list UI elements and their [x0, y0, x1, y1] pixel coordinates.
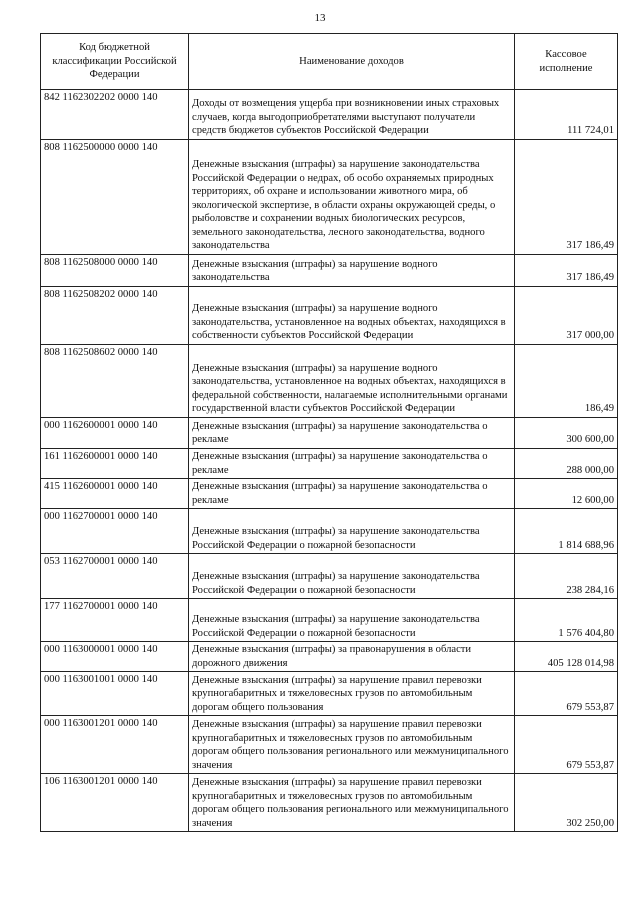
row-name: Денежные взыскания (штрафы) за нарушение законодательства о рекламе [189, 479, 515, 509]
row-name: Доходы от возмещения ущерба при возникновении иных страховых случаев, когда выгодоприобретателями выступают получатели средств бюджетов субъектов Российской Федерации [189, 90, 515, 140]
table-row [41, 774, 618, 832]
row-amount: 12 600,00 [515, 479, 618, 509]
table-row [41, 479, 618, 509]
row-name: Денежные взыскания (штрафы) за нарушение законодательства Российской Федерации о пожарной безопасности [189, 554, 515, 599]
row-amount: 300 600,00 [515, 418, 618, 449]
row-code: 053 1162700001 0000 140 [41, 554, 189, 599]
row-name: Денежные взыскания (штрафы) за нарушение водного законодательства [189, 255, 515, 287]
row-code: 000 1162700001 0000 140 [41, 509, 189, 554]
row-code: 808 1162508602 0000 140 [41, 345, 189, 418]
table-row [41, 255, 618, 287]
row-name: Денежные взыскания (штрафы) за нарушение законодательства о рекламе [189, 418, 515, 449]
table-row [41, 642, 618, 672]
row-name: Денежные взыскания (штрафы) за нарушение законодательства Российской Федерации о пожарной безопасности [189, 509, 515, 554]
table-row [41, 599, 618, 642]
table-row [41, 509, 618, 554]
row-amount: 238 284,16 [515, 554, 618, 599]
row-name: Денежные взыскания (штрафы) за нарушение законодательства Российской Федерации о пожарной безопасности [189, 599, 515, 642]
row-code: 842 1162302202 0000 140 [41, 90, 189, 140]
row-amount: 186,49 [515, 345, 618, 418]
row-amount: 1 576 404,80 [515, 599, 618, 642]
row-code: 000 1163000001 0000 140 [41, 642, 189, 672]
row-name: Денежные взыскания (штрафы) за нарушение правил перевозки крупногабаритных и тяжеловесных грузов по автомобильным дорогам общего пользования регионального или межмуниципального значения [189, 716, 515, 774]
table-row [41, 716, 618, 774]
row-code: 808 1162500000 0000 140 [41, 140, 189, 255]
header-name: Наименование доходов [189, 34, 515, 90]
table-row [41, 554, 618, 599]
row-amount: 405 128 014,98 [515, 642, 618, 672]
row-amount: 1 814 688,96 [515, 509, 618, 554]
row-name: Денежные взыскания (штрафы) за нарушение законодательства о рекламе [189, 449, 515, 479]
row-code: 161 1162600001 0000 140 [41, 449, 189, 479]
row-amount: 288 000,00 [515, 449, 618, 479]
row-code: 000 1163001001 0000 140 [41, 672, 189, 716]
row-name: Денежные взыскания (штрафы) за нарушение законодательства Российской Федерации о недрах, об особо охраняемых природных территориях, об охране и использовании животного мира, об экологической экспертизе, в области охраны окружающей среды, о рыболовстве и сохранении водных биологических ресурсов, земельного законодательства, лесного законодательства, водного законодательства [189, 140, 515, 255]
row-name: Денежные взыскания (штрафы) за нарушение правил перевозки крупногабаритных и тяжеловесных грузов по автомобильным дорогам общего пользования [189, 672, 515, 716]
table-body [41, 90, 618, 832]
row-code: 000 1162600001 0000 140 [41, 418, 189, 449]
row-amount: 317 000,00 [515, 287, 618, 345]
row-code: 808 1162508202 0000 140 [41, 287, 189, 345]
row-code: 808 1162508000 0000 140 [41, 255, 189, 287]
table-row [41, 672, 618, 716]
table-row [41, 345, 618, 418]
table-header [41, 34, 618, 90]
row-name: Денежные взыскания (штрафы) за правонарушения в области дорожного движения [189, 642, 515, 672]
row-amount: 317 186,49 [515, 140, 618, 255]
row-amount: 111 724,01 [515, 90, 618, 140]
revenue-table [40, 33, 618, 832]
table-row [41, 90, 618, 140]
table-row [41, 140, 618, 255]
row-name: Денежные взыскания (штрафы) за нарушение водного законодательства, установленное на водных объектах, находящихся в федеральной собственности, налагаемые исполнительными органами государственной власти субъектов Российской Федерации [189, 345, 515, 418]
row-amount: 317 186,49 [515, 255, 618, 287]
row-name: Денежные взыскания (штрафы) за нарушение водного законодательства, установленное на водных объектах, находящихся в собственности субъектов Российской Федерации [189, 287, 515, 345]
header-row [41, 34, 618, 90]
header-code: Код бюджетной классификации Российской Федерации [41, 34, 189, 90]
row-code: 106 1163001201 0000 140 [41, 774, 189, 832]
row-amount: 302 250,00 [515, 774, 618, 832]
row-code: 000 1163001201 0000 140 [41, 716, 189, 774]
row-amount: 679 553,87 [515, 716, 618, 774]
row-code: 415 1162600001 0000 140 [41, 479, 189, 509]
row-name: Денежные взыскания (штрафы) за нарушение правил перевозки крупногабаритных и тяжеловесных грузов по автомобильным дорогам общего пользования регионального или межмуниципального значения [189, 774, 515, 832]
table-row [41, 449, 618, 479]
table-row [41, 418, 618, 449]
row-amount: 679 553,87 [515, 672, 618, 716]
row-code: 177 1162700001 0000 140 [41, 599, 189, 642]
page-number: 13 [314, 12, 326, 24]
table-row [41, 287, 618, 345]
header-amount: Кассовое исполнение [515, 34, 618, 90]
